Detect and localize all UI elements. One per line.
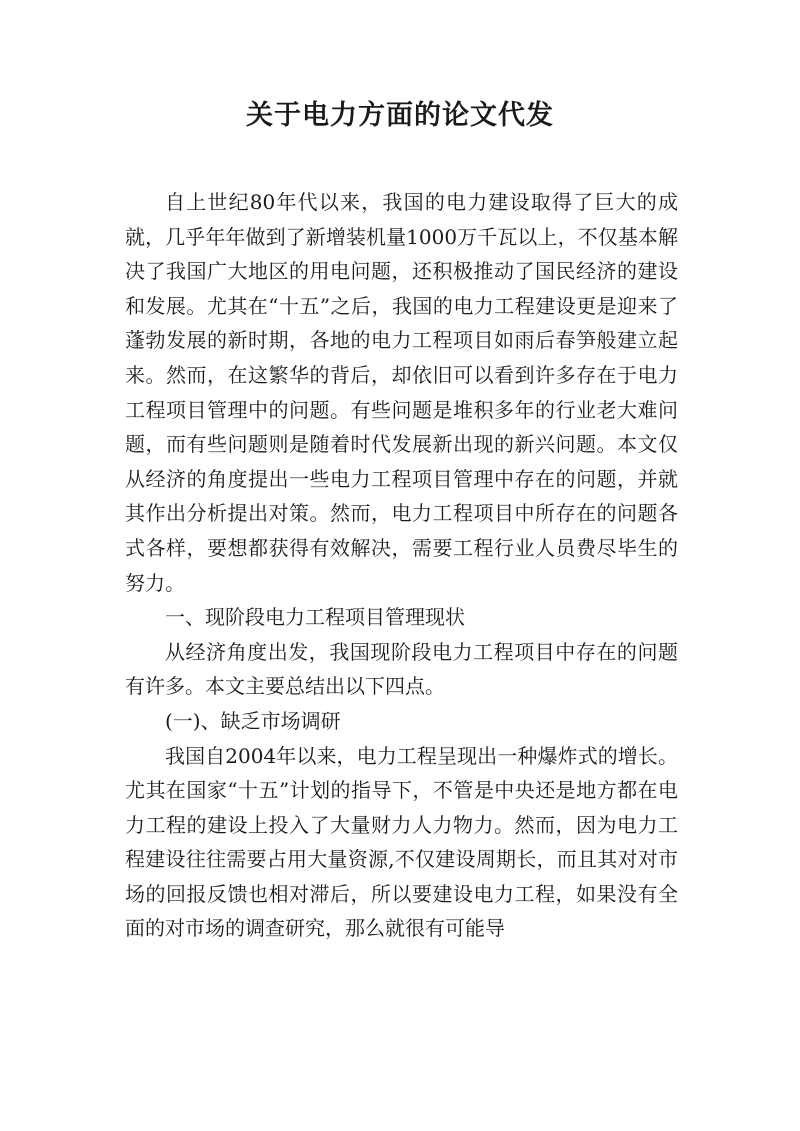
document-title: 关于电力方面的论文代发 bbox=[246, 100, 554, 131]
paragraph-section-1: 从经济角度出发，我国现阶段电力工程项目中存在的问题有许多。本文主要总结出以下四点。 bbox=[125, 639, 678, 699]
subsection-heading-1: (一)、缺乏市场调研 bbox=[165, 708, 341, 733]
section-heading-1: 一、现阶段电力工程项目管理现状 bbox=[165, 605, 465, 630]
paragraph-intro: 自上世纪80年代以来，我国的电力建设取得了巨大的成就，几乎年年做到了新增装机量1000万千瓦以上，不仅基本解决了我国广大地区的用电问题，还积极推动了国民经济的建设和发展。尤其在“十五”之后，我国的电力工程建设更是迎来了蓬勃发展的新时期，各地的电力工程项目如雨后春笋般建立起来。然而，在这繁华的背后，却依旧可以看到许多存在于电力工程项目管理中的问题。有些问题是堆积多年的行业老大难问题，而有些问题则是随着时代发展新出现的新兴问题。本文仅从经济的角度提出一些电力工程项目管理中存在的问题，并就其作出分析提出对策。然而，电力工程项目中所存在的问题各式各样，要想都获得有效解决，需要工程行业人员费尽毕生的努力。 bbox=[125, 190, 678, 595]
document-body bbox=[125, 185, 678, 946]
paragraph-subsection-1: 我国自2004年以来，电力工程呈现出一种爆炸式的增长。尤其在国家“十五”计划的指导下，不管是中央还是地方都在电力工程的建设上投入了大量财力人力物力。然而，因为电力工程建设往往需要占用大量资源,不仅建设周期长，而且其对对市场的回报反馈也相对滞后，所以要建设电力工程，如果没有全面的对市场的调查研究，那么就很有可能导 bbox=[125, 743, 678, 941]
